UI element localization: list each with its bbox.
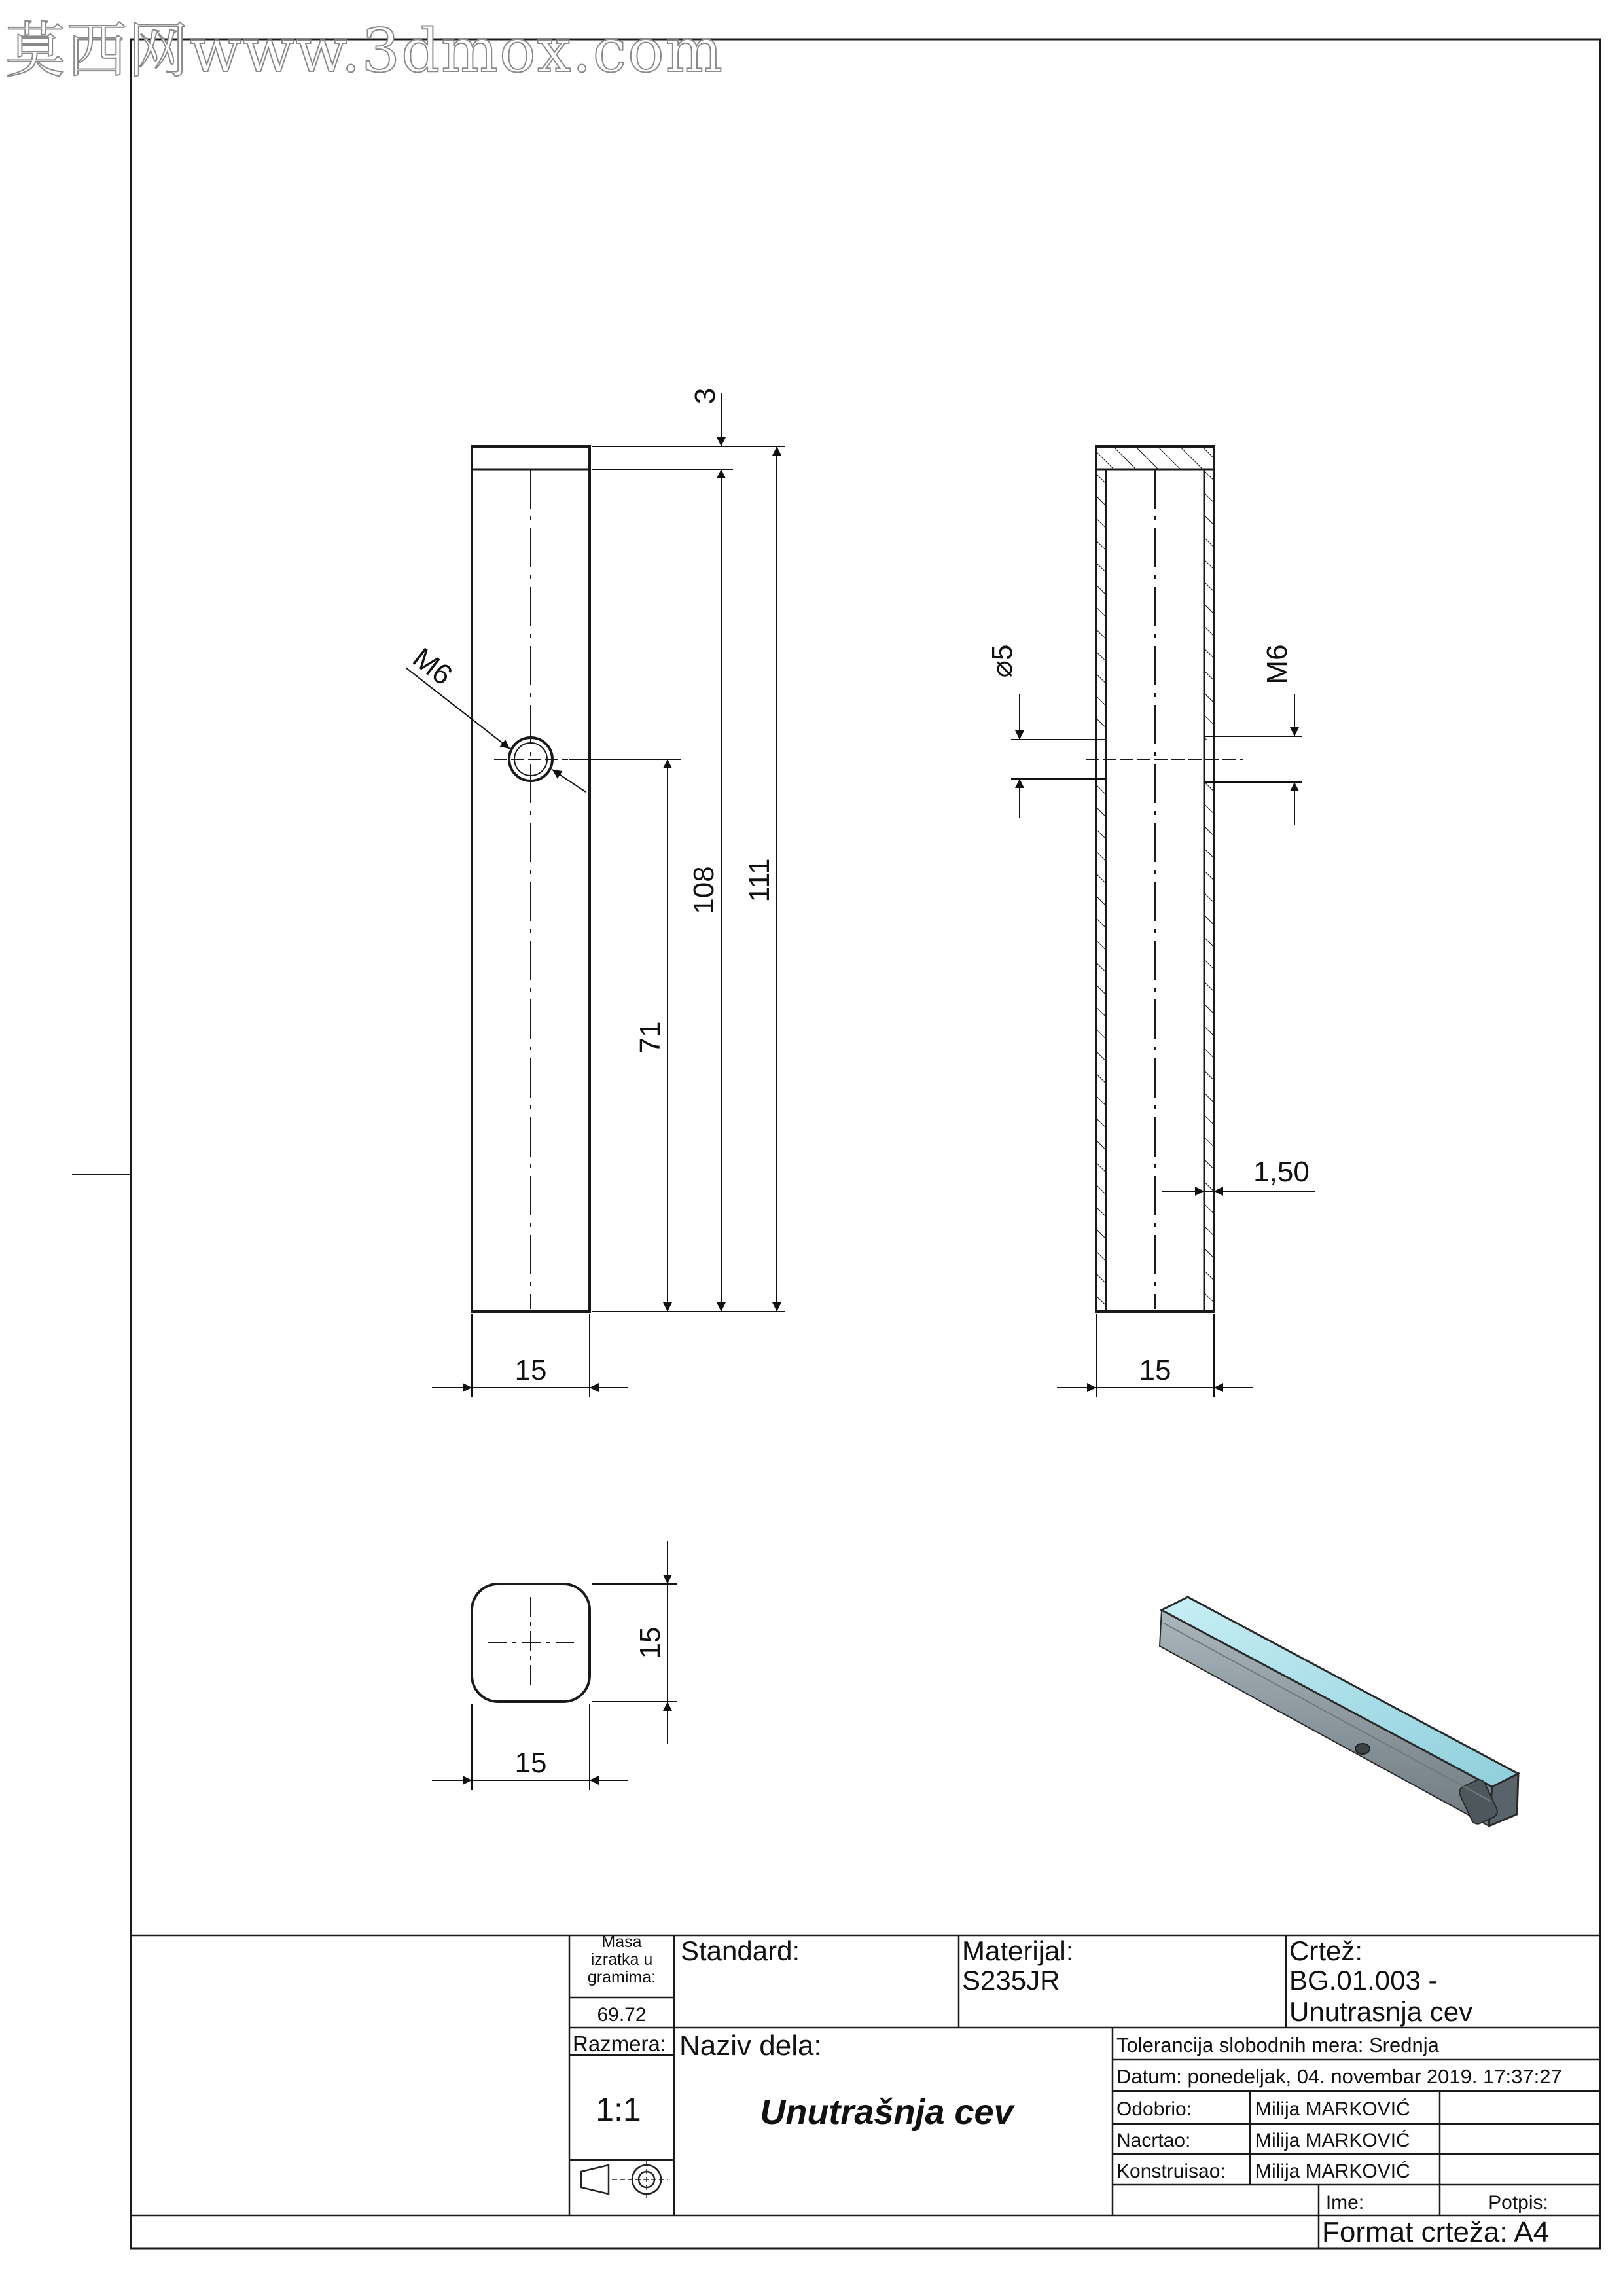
name-column-label: Ime: (1325, 2192, 1364, 2214)
first-angle-projection-icon (581, 2161, 668, 2198)
dim-front-3: 3 (689, 387, 721, 404)
standard-label: Standard: (681, 1935, 800, 1966)
dim-front-m6: M6 (406, 641, 459, 692)
drawn-label: Nacrtao: (1116, 2130, 1191, 2151)
material-label: Materijal: (962, 1935, 1074, 1966)
dim-section-15: 15 (1139, 1354, 1171, 1386)
dim-section-m6: M6 (1261, 644, 1293, 685)
signature-column-label: Potpis: (1488, 2192, 1548, 2214)
dim-front-15: 15 (514, 1354, 547, 1386)
designed-name: Milija MARKOVIĆ (1255, 2161, 1410, 2182)
watermark: 莫西网www.3dmox.com (5, 16, 724, 86)
scale-label: Razmera: (573, 2032, 667, 2056)
designed-label: Konstruisao: (1116, 2161, 1226, 2182)
drawing-name: Unutrasnja cev (1289, 1996, 1473, 2027)
drawn-name: Milija MARKOVIĆ (1255, 2130, 1410, 2151)
dim-front-111: 111 (743, 858, 776, 903)
front-dimensions (406, 393, 785, 1397)
dim-top-height: 15 (634, 1626, 666, 1659)
mass-value: 69.72 (597, 2004, 647, 2026)
dim-section-dia5: ⌀5 (986, 644, 1018, 678)
section-dimensions (1011, 694, 1315, 1397)
approved-name: Milija MARKOVIĆ (1255, 2098, 1410, 2120)
date-stamp: Datum: ponedeljak, 04. novembar 2019. 17:37:27 (1116, 2065, 1562, 2088)
sheet-frame (72, 39, 1600, 2248)
part-name: Unutrašnja cev (760, 2092, 1014, 2132)
format-label: Format crteža: A4 (1322, 2216, 1550, 2248)
front-view (472, 446, 590, 1312)
drawing-number: BG.01.003 - (1289, 1965, 1438, 1996)
dim-top-width: 15 (514, 1747, 547, 1779)
scale-value: 1:1 (596, 2091, 641, 2128)
mass-label: Masa izratka u gramima: (587, 1933, 656, 1986)
dim-front-108: 108 (688, 866, 720, 914)
dim-front-71: 71 (634, 1021, 666, 1054)
dim-section-wall: 1,50 (1253, 1156, 1310, 1188)
material-value: S235JR (962, 1965, 1060, 1996)
section-dim-labels (986, 644, 1310, 1386)
section-view (1086, 446, 1243, 1312)
front-dim-labels (407, 388, 776, 1386)
top-view (472, 1584, 590, 1702)
top-dimensions (432, 1541, 677, 1790)
drawing-label: Crtež: (1289, 1935, 1363, 1966)
tolerance-note: Tolerancija slobodnih mera: Srednja (1116, 2034, 1439, 2056)
isometric-view (1160, 1597, 1518, 1826)
part-name-label: Naziv dela: (679, 2030, 822, 2062)
approved-label: Odobrio: (1116, 2098, 1192, 2120)
